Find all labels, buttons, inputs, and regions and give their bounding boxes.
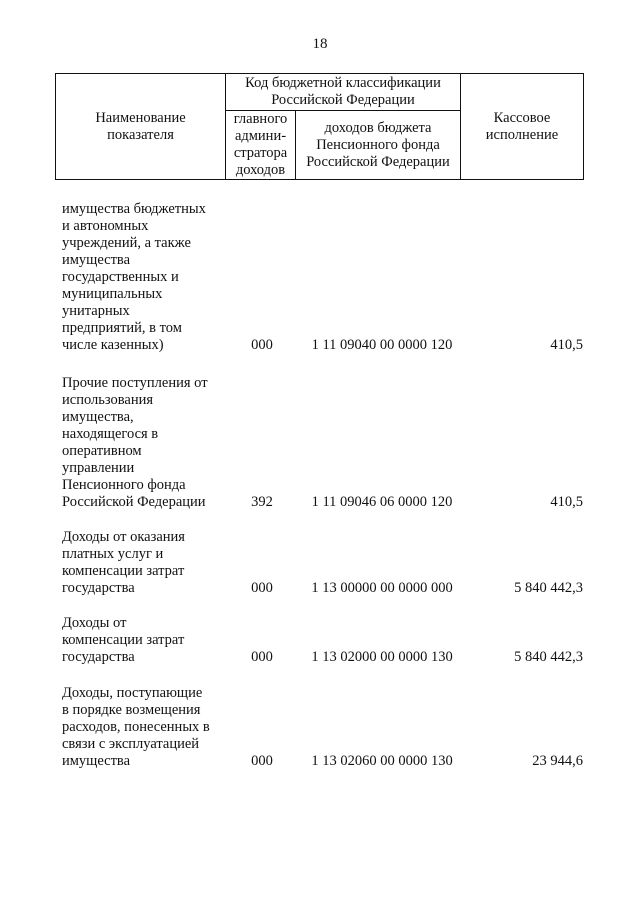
row-name: Прочие поступления от использования имущества, находящегося в оперативном управлении Пенсионного фонда Российской Федерации [62, 375, 208, 510]
row-amount: 410,5 [550, 494, 583, 510]
row-income-code: 1 13 02060 00 0000 130 [311, 753, 453, 769]
row-name: Доходы от компенсации затрат государства [62, 615, 185, 665]
row-income-code: 1 13 00000 00 0000 000 [311, 580, 453, 596]
row-admin-code: 392 [251, 494, 273, 510]
row-amount: 5 840 442,3 [514, 580, 583, 596]
row-amount: 23 944,6 [532, 753, 583, 769]
row-income-code: 1 11 09046 06 0000 120 [311, 494, 453, 510]
header-border-bottom [55, 179, 584, 180]
row-income-code: 1 11 09040 00 0000 120 [311, 337, 453, 353]
header-income-column: доходов бюджета Пенсионного фонда Российской Федерации [306, 119, 450, 170]
row-admin-code: 000 [251, 580, 273, 596]
table-row [0, 684, 640, 770]
table-row [0, 615, 640, 666]
row-name: имущества бюджетных и автономных учреждений, а также имущества государственных и муниципальных унитарных предприятий, в том числе казенных) [62, 201, 206, 353]
row-admin-code: 000 [251, 753, 273, 769]
row-income-code: 1 13 02000 00 0000 130 [311, 649, 453, 665]
page-number: 18 [312, 36, 328, 52]
header-admin-column: главного админи- стратора доходов [233, 111, 288, 178]
row-name: Доходы, поступающие в порядке возмещения расходов, понесенных в связи с эксплуатацией имущества [62, 685, 210, 769]
row-admin-code: 000 [251, 649, 273, 665]
header-exec-column: Кассовое исполнение [485, 109, 559, 143]
row-amount: 410,5 [550, 337, 583, 353]
header-border-right [583, 73, 584, 180]
row-amount: 5 840 442,3 [514, 649, 583, 665]
table-row [0, 374, 640, 511]
header-code-group: Код бюджетной классификации Российской Федерации [245, 75, 441, 108]
row-admin-code: 000 [251, 337, 273, 353]
table-header [55, 73, 584, 180]
table-row [0, 197, 640, 354]
header-name-column: Наименование показателя [95, 109, 186, 143]
row-name: Доходы от оказания платных услуг и компенсации затрат государства [62, 529, 185, 596]
table-row [0, 529, 640, 597]
